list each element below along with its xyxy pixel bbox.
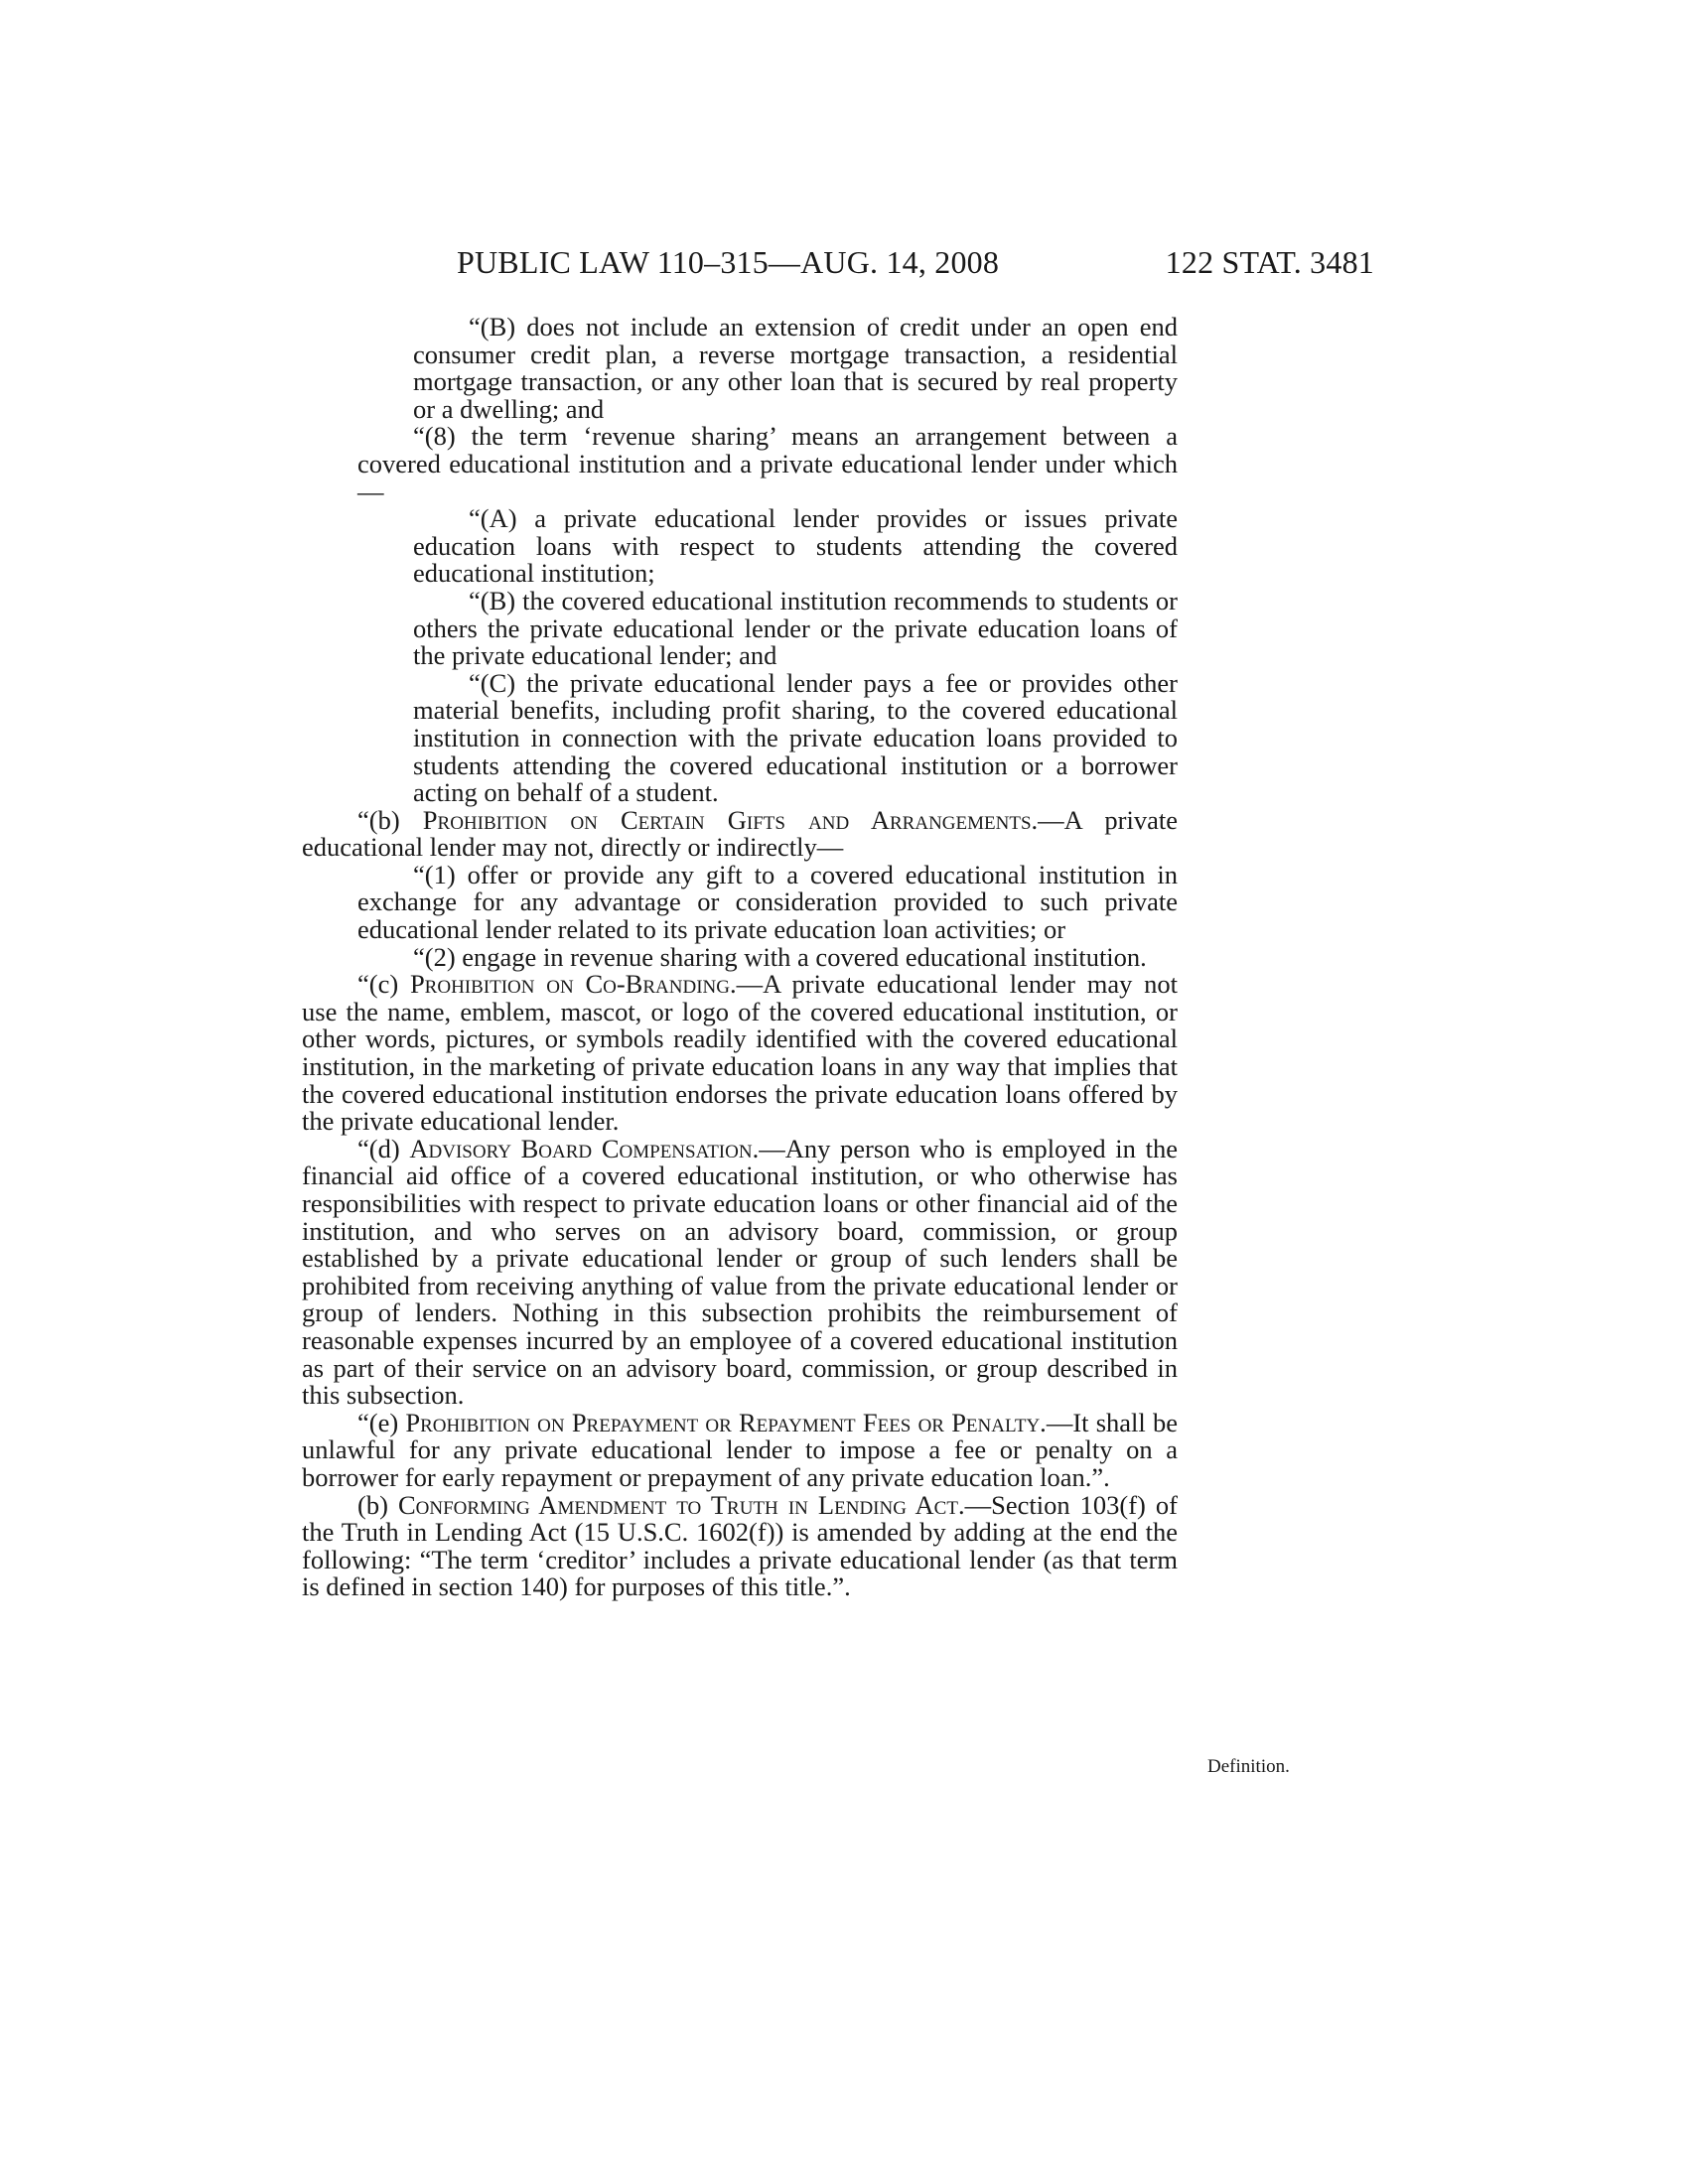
subsection-e-label: “(e) (357, 1407, 406, 1437)
subsection-d-text: —Any person who is employed in the financial aid office of a covered educational institution, or who otherwise has responsibilities with respect to private education loans or other financial aid of the institution, and who serves on an advisory board, commission, or group established by a private educational lender or group of such lenders shall be prohibited from receiving anything of value from the private educational lender or group of lenders. Nothing in this subsection prohibits the reimbursement of reasonable expenses incurred by an employee of a covered educational institution as part of their service on an advisory board, commission, or group described in this subsection. (302, 1133, 1178, 1411)
subsection-c-text: —A private educational lender may not use the name, emblem, mascot, or logo of the covered educational institution, or other words, pictures, or symbols readily identified with the covered educational institution, in the marketing of private education loans in any way that implies that the covered educational institution endorses the private education loans offered by the private educational lender. (302, 969, 1178, 1137)
subsection-c-label: “(c) (357, 969, 410, 1000)
section-b-heading: Conforming Amendment to Truth in Lending Act. (397, 1489, 965, 1520)
subsection-e-text: —It shall be unlawful for any private educational lender to impose a fee or penalty on a borrower for early repayment or prepayment of any private education loan.”. (302, 1407, 1178, 1492)
subsection-e-prepayment-fees (302, 1407, 1178, 1492)
subsection-b-text: —A private educational lender may not, directly or indirectly— (302, 804, 1179, 863)
paragraph-c-lender-pays-fee: “(C) the private educational lender pays a fee or provides other material benefits, including profit sharing, to the covered educational institution in connection with the private education loans provided to students attending the covered educational institution or a borrower acting on behalf of a student. (413, 667, 1178, 808)
paragraph-1-offer-gift: “(1) offer or provide any gift to a covered educational institution in exchange for any advantage or consideration provided to such private educational lender related to its private education loan activities; or (357, 859, 1178, 945)
subsection-e-heading: Prohibition on Prepayment or Repayment Fees or Penalty. (405, 1407, 1047, 1437)
page-header-stat-citation: 122 STAT. 3481 (1165, 244, 1374, 280)
paragraph-2-revenue-sharing: “(2) engage in revenue sharing with a covered educational institution. (413, 941, 1147, 972)
margin-note-definition: Definition. (1207, 1756, 1290, 1777)
section-b-text: —Section 103(f) of the Truth in Lending Act (15 U.S.C. 1602(f)) is amended by adding at the end the following: “The term ‘creditor’ includes a private educational lender (as that term is defined in section 140) for purposes of this title.”. (302, 1489, 1178, 1602)
subsection-b-heading: Prohibition on Certain Gifts and Arrangements. (422, 804, 1039, 835)
statute-body (302, 314, 1178, 1601)
subsection-c-heading: Prohibition on Co-Branding. (409, 969, 737, 1000)
subsection-b-label: “(b) (357, 804, 423, 835)
paragraph-b-institution-recommends: “(B) the covered educational institution recommends to students or others the private educational lender or the private education loans of the private educational lender; and (413, 585, 1178, 671)
running-head (457, 242, 1374, 282)
subsection-d-label: “(d) (357, 1133, 410, 1163)
subsection-d-heading: Advisory Board Compensation. (409, 1133, 760, 1163)
subsection-b-gifts-and-arrangements (302, 804, 1179, 863)
section-b-label: (b) (357, 1489, 398, 1520)
subsection-c-co-branding (302, 971, 1178, 1136)
paragraph-8-revenue-sharing: “(8) the term ‘revenue sharing’ means an arrangement between a covered educational institution and a private educational lender under which— (357, 421, 1178, 506)
section-b-conforming-amendment (302, 1489, 1178, 1602)
subsection-d-advisory-board (302, 1133, 1178, 1411)
paragraph-b-extension-of-credit: “(B) does not include an extension of credit under an open end consumer credit plan, a reverse mortgage transaction, a residential mortgage transaction, or any other loan that is secured by real property or a dwelling; and (413, 312, 1178, 424)
paragraph-a-lender-provides: “(A) a private educational lender provides or issues private education loans with respect to students attending the covered educational institution; (413, 503, 1178, 589)
page-header-title: PUBLIC LAW 110–315—AUG. 14, 2008 (457, 244, 1000, 280)
